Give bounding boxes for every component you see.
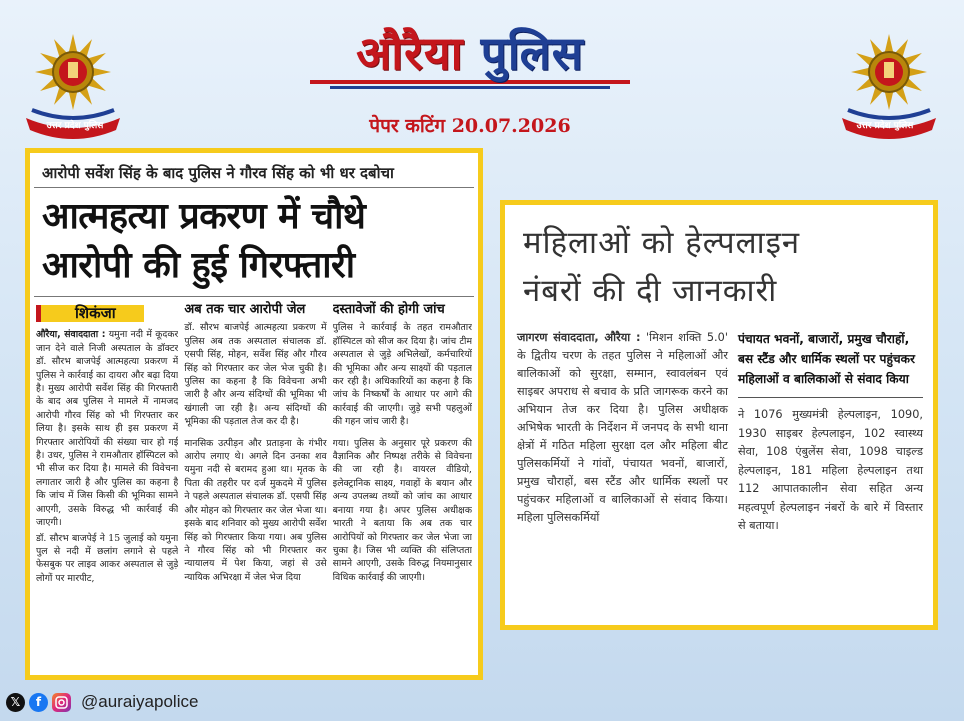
clipping-2-headline-line-1: महिलाओं को हेल्पलाइन [523, 225, 801, 261]
clipping-kicker: आरोपी सर्वेश सिंह के बाद पुलिस ने गौरव सिंह को भी धर दबोचा [34, 153, 474, 188]
emblem-caption-left: उत्तर प्रदेश पुलिस [46, 121, 104, 131]
headline-line-2: आरोपी की हुई गिरफ्तारी [42, 245, 355, 286]
column-1-text-2: डॉ. सौरभ बाजपेई ने 15 जुलाई को यमुना पुल से नदी में छलांग लगाने से पहले फेसबुक पर लाइव आकर अस्पताल से जुड़े लोगों पर मारपीट, [36, 532, 179, 584]
article-column-3 [333, 301, 472, 641]
article-column-1 [36, 301, 178, 641]
clipping-2-column-2 [738, 329, 923, 536]
x-icon[interactable]: 𝕏 [6, 693, 25, 712]
headline-line-1: आत्महत्या प्रकरण में चौथे [42, 196, 366, 237]
social-links [6, 690, 198, 714]
emblem-caption-right: उत्तर प्रदेश पुलिस [856, 121, 914, 131]
news-clipping-arrest [25, 148, 483, 680]
column-1-text: यमुना नदी में कूदकर जान देने वाले निजी अस्पताल के डॉक्टर डॉ. सौरभ बाजपेई आत्महत्या प्रकरण में पुलिस ने कार्रवाई का दायरा और बढ़ा दिया है। मुख्य आरोपी सर्वेश सिंह की गिरफ्तारी के बाद अब पुलिस ने मामले में नामजद आरोपी गौरव सिंह को भी गिरफ्तार कर लिया है। इसके साथ ही इस प्रकरण में गिरफ्तार आरोपियों की संख्या चार हो गई है। उधर, पुलिस ने रामऔतार हॉस्पिटल को भी सीज कर दिया है। मामले की विवेचना लगातार जारी है और पुलिस का कहना है कि जांच में जिस किसी की भूमिका सामने आएगी, उसके विरुद्ध भी कार्रवाई की जाएगी। [36, 329, 179, 529]
instagram-icon[interactable] [52, 693, 71, 712]
social-handle[interactable]: @auraiyapolice [81, 692, 199, 711]
column-2-text-2: मानसिक उत्पीड़न और प्रताड़ना के गंभीर आरोप लगाए थे। अगले दिन उनका शव यमुना नदी से बरामद हुआ था। मृतक के पिता की तहरीर पर दर्ज मुकदमे में पुलिस ने पहले अस्पताल संचालक डॉ. एसपी सिंह और मोहन को गिरफ्तार कर जेल भेजा था। इसके बाद शनिवार को मुख्य आरोपी सर्वेश सिंह को गिरफ्तार किया गया। अब पुलिस ने गौरव सिंह को भी गिरफ्तार कर न्यायालय में पेश किया, जहां से उसे न्यायिक अभिरक्षा में जेल भेज दिया [184, 437, 327, 583]
clipping-2-subhead: पंचायत भवनों, बाजारों, प्रमुख चौराहों, बस स्टैंड और धार्मिक स्थलों पर पहुंचकर महिलाओं व बालिकाओं से संवाद किया [738, 329, 923, 398]
news-clipping-helpline [500, 200, 938, 630]
column-3-text: पुलिस ने कार्रवाई के तहत रामऔतार हॉस्पिटल को सीज कर दिया है। जांच टीम अस्पताल से जुड़े अभिलेखों, कर्मचारियों की भूमिका और अन्य साक्ष्यों की पड़ताल कर रही है। अधिकारियों का कहना है कि जांच के निष्कर्षों के आधार पर आगे की कार्रवाई की जाएगी। जुड़े सभी पहलुओं की गहन जांच जारी है। [332, 322, 472, 428]
article-column-2 [184, 301, 326, 641]
paper-cutting-label: पेपर कटिंग [369, 115, 446, 137]
clipping-2-dateline: जागरण संवाददाता, औरैया : [517, 331, 641, 344]
column-2-text: डॉ. सौरभ बाजपेई आत्महत्या प्रकरण में पुलिस अब तक अस्पताल संचालक डॉ. एसपी सिंह, मोहन, सर्वेश सिंह और गौरव सिंह को गिरफ्तार कर जेल भेज चुकी है। पुलिस का कहना है कि विवेचना अभी जारी है और अन्य संदिग्धों की भूमिका भी खंगाली जा रही है। अन्य संदिग्धों की भूमिका की पड़ताल तेज कर दी है। [184, 322, 327, 428]
title-underline-blue [330, 86, 610, 89]
clipping-2-column-2-text: ने 1076 मुख्यमंत्री हेल्पलाइन, 1090, 1930 साइबर हेल्पलाइन, 102 स्वास्थ्य सेवा, 108 एंबुलेंस सेवा, 1098 चाइल्ड हेल्पलाइन, 181 महिला हेल्पलाइन तथा 112 आपातकालीन सेवा सहित अन्य महत्वपूर्ण हेल्पलाइन नंबरों के बारे में विस्तार से बताया। [737, 408, 923, 532]
clipping-headline [34, 188, 474, 297]
dateline: औरैया, संवाददाता : [36, 329, 106, 341]
clipping-2-column-1-text: 'मिशन शक्ति 5.0' के द्वितीय चरण के तहत पुलिस ने महिलाओं और बालिकाओं को सुरक्षा, सम्मान, स्वावलंबन एवं साइबर अपराध से बचाव के प्रति जागरूक करने का अभियान तेज कर दिया है। पुलिस अधीक्षक अभिषेक भारती के निर्देशन में जनपद के सभी थाना क्षेत्रों में गठित महिला सुरक्षा दल और महिला बीट पुलिसकर्मियों ने गांवों, पंचायत भवनों, बाजारों, प्रमुख चौराहों, बस स्टैंड और धार्मिक स्थलों पर पहुंचकर महिलाओं व बालिकाओं से संवाद किया। महिला पुलिसकर्मियों [517, 331, 728, 524]
page-title [300, 22, 640, 89]
article-columns [30, 297, 478, 641]
column-3-heading: दस्तावेजों की होगी जांच [332, 302, 445, 317]
title-auraiya: औरैया [356, 26, 464, 80]
cutting-date: 20.07.2026 [451, 115, 571, 137]
column-2-heading: अब तक चार आरोपी जेल [184, 302, 306, 317]
clipping-2-columns [505, 325, 933, 536]
clipping-2-headline-line-2: नंबरों की दी जानकारी [523, 273, 778, 309]
paper-cutting-date [330, 112, 610, 138]
clipping-2-column-1 [517, 329, 728, 536]
facebook-icon[interactable]: f [29, 693, 48, 712]
title-police: पुलिस [480, 26, 584, 80]
column-3-text-2: गया। पुलिस के अनुसार पूरे प्रकरण की वैज्ञानिक और निष्पक्ष तरीके से विवेचना की जा रही है। वायरल वीडियो, इलेक्ट्रानिक साक्ष्य, गवाहों के बयान और अन्य उपलब्ध तथ्यों को जांच का आधार बनाया गया है। अपर पुलिस अधीक्षक भारती ने बताया कि अब तक चार आरोपियों को गिरफ्तार कर जेल भेजा जा चुका है। जिस भी व्यक्ति की संलिप्तता सामने आएगी, उसके विरुद्ध नियमानुसार विधिक कार्रवाई की जाएगी। [332, 437, 472, 583]
section-tag: शिकंजा [36, 305, 144, 322]
clipping-2-headline [505, 205, 933, 325]
